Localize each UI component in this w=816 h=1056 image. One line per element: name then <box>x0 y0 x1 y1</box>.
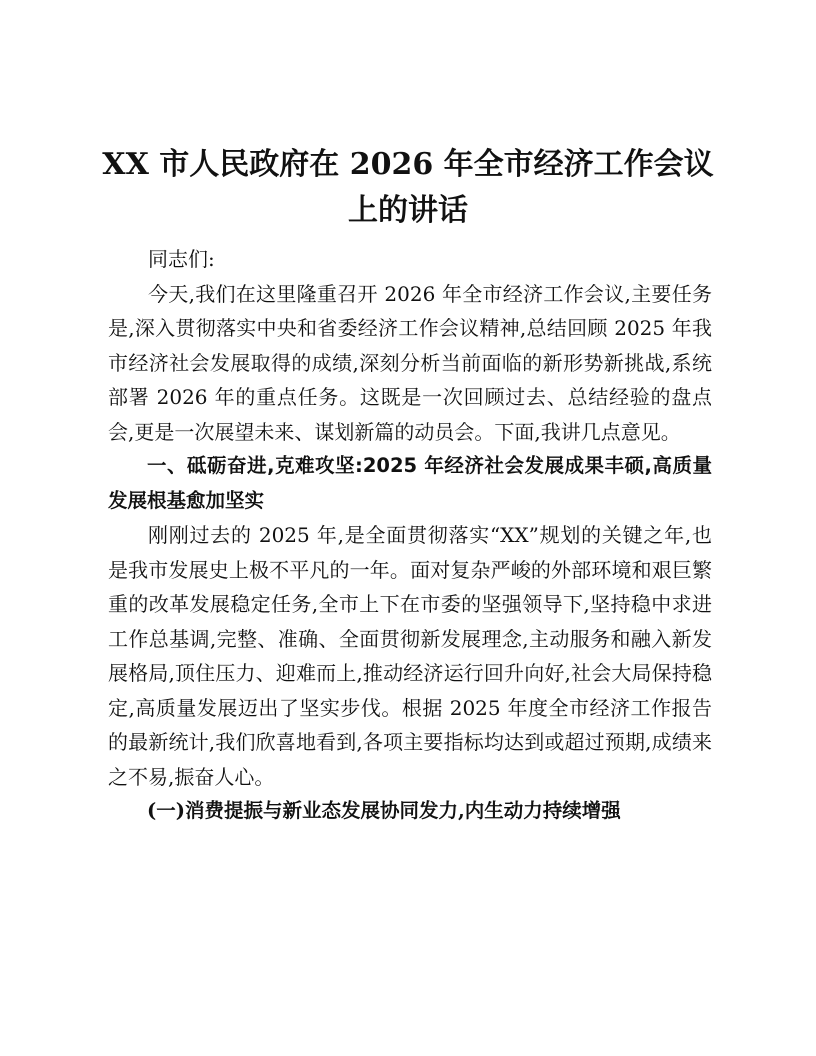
section-1-paragraph: 刚刚过去的 2025 年,是全面贯彻落实“XX”规划的关键之年,也是我市发展史上极不平凡的一年。面对复杂严峻的外部环境和艰巨繁重的改革发展稳定任务,全市上下在市委的坚强领导下,坚持稳中求进工作总基调,完整、准确、全面贯彻新发展理念,主动服务和融入新发展格局,顶住压力、迎难而上,推动经济运行回升向好,社会大局保持稳定,高质量发展迈出了坚实步伐。根据 2025 年度全市经济工作报告的最新统计,我们欣喜地看到,各项主要指标均达到或超过预期,成绩来之不易,振奋人心。 <box>108 523 712 789</box>
document-title: XX 市人民政府在 2026 年全市经济工作会议上的讲话 <box>102 147 714 228</box>
salutation: 同志们: <box>148 247 215 271</box>
section-heading-1: 一、砥砺奋进,克难攻坚:2025 年经济社会发展成果丰硕,高质量发展根基愈加坚实 <box>108 454 712 512</box>
opening-paragraph: 今天,我们在这里隆重召开 2026 年全市经济工作会议,主要任务是,深入贯彻落实中央和省委经济工作会议精神,总结回顾 2025 年我市经济社会发展取得的成绩,深刻分析当前面临的新形势新挑战,系统部署 2026 年的重点任务。这既是一次回顾过去、总结经验的盘点会,更是一次展望未来、谋划新篇的动员会。下面,我讲几点意见。 <box>108 281 712 444</box>
document-body <box>108 242 712 829</box>
subsection-heading-1: (一)消费提振与新业态发展协同发力,内生动力持续增强 <box>147 799 621 822</box>
